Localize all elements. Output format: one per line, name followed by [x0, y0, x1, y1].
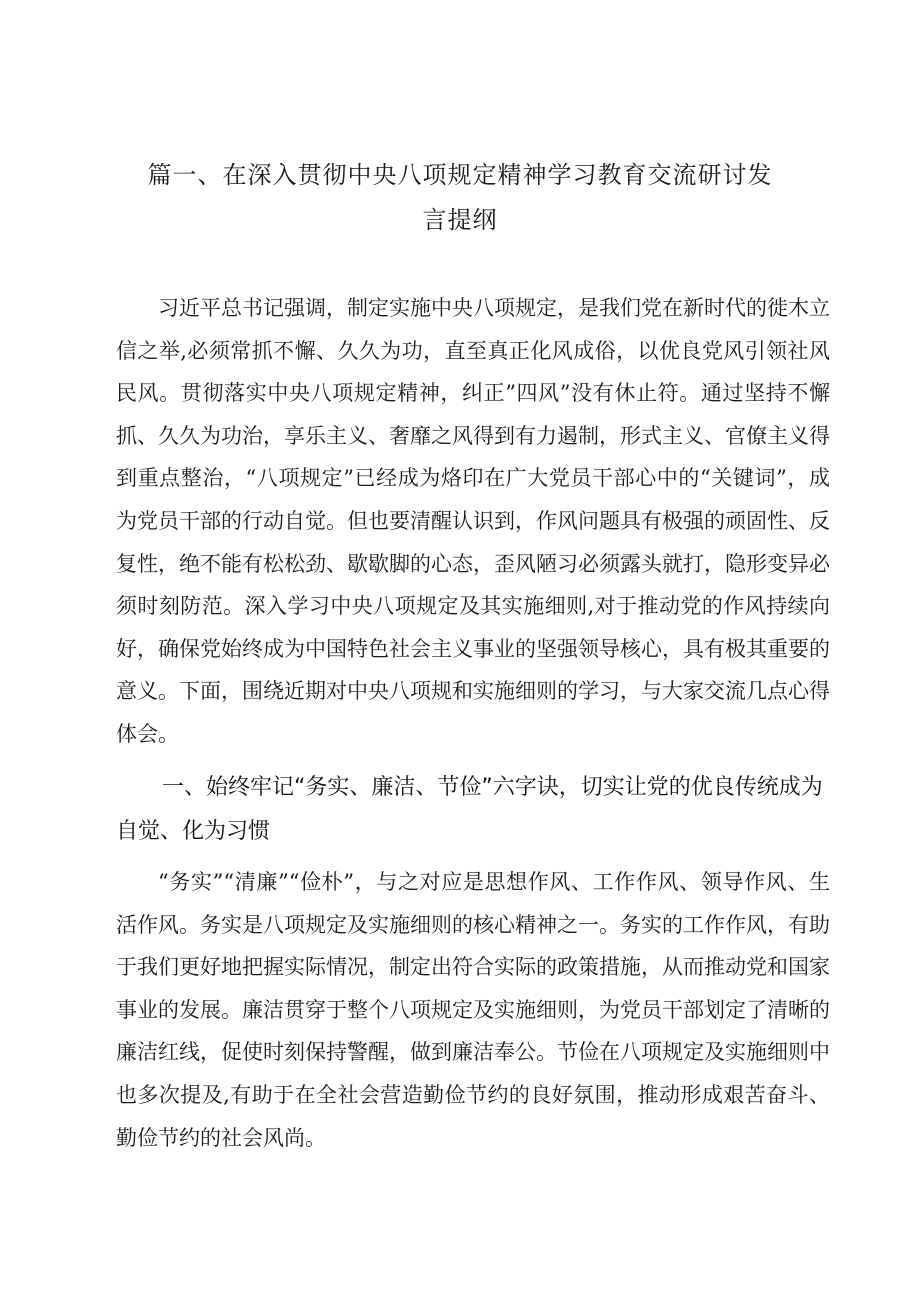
section-heading-1: 一、始终牢记“务实、廉洁、节俭”六字诀，切实让党的优良传统成为自觉、化为习惯 — [116, 775, 823, 844]
section-1-paragraph: “务实”“清廉”“俭朴”，与之对应是思想作风、工作作风、领导作风、生活作风。务实是八项规定及实施细则的核心精神之一。务实的工作作风，有助于我们更好地把握实际情况，制定出符合实际的政策措施，从而推动党和国家事业的发展。廉洁贯穿于整个八项规定及实施细则，为党员干部划定了清晰的廉洁红线，促使时刻保持警醒，做到廉洁奉公。节俭在八项规定及实施细则中也多次提及,有助于在全社会营造勤俭节约的良好氛围，推动形成艰苦奋斗、勤俭节约的社会风尚。 — [116, 870, 830, 1150]
intro-paragraph: 习近平总书记强调，制定实施中央八项规定，是我们党在新时代的徙木立信之举,必须常抓不懈、久久为功，直至真正化风成俗，以优良党风引领社风民风。贯彻落实中央八项规定精神，纠正”四风”没有休止符。通过坚持不懈抓、久久为功治，享乐主义、奢靡之风得到有力遏制，形式主义、官僚主义得到重点整治，“八项规定”已经成为烙印在广大党员干部心中的“关键词”，成为党员干部的行动自觉。但也要清醒认识到，作风问题具有极强的顽固性、反复性，绝不能有松松劲、歇歇脚的心态，歪风陋习必须露头就打，隐形变异必须时刻防范。深入学习中央八项规定及其实施细则,对于推动党的作风持续向好，确保党始终成为中国特色社会主义事业的坚强领导核心，具有极其重要的意义。下面，围绕近期对中央八项规和实施细则的学习，与大家交流几点心得体会。 — [116, 296, 830, 746]
document-title-line-1: 篇一、在深入贯彻中央八项规定精神学习教育交流研讨发 — [147, 161, 773, 189]
document-title-line-2: 言提纲 — [422, 206, 498, 234]
